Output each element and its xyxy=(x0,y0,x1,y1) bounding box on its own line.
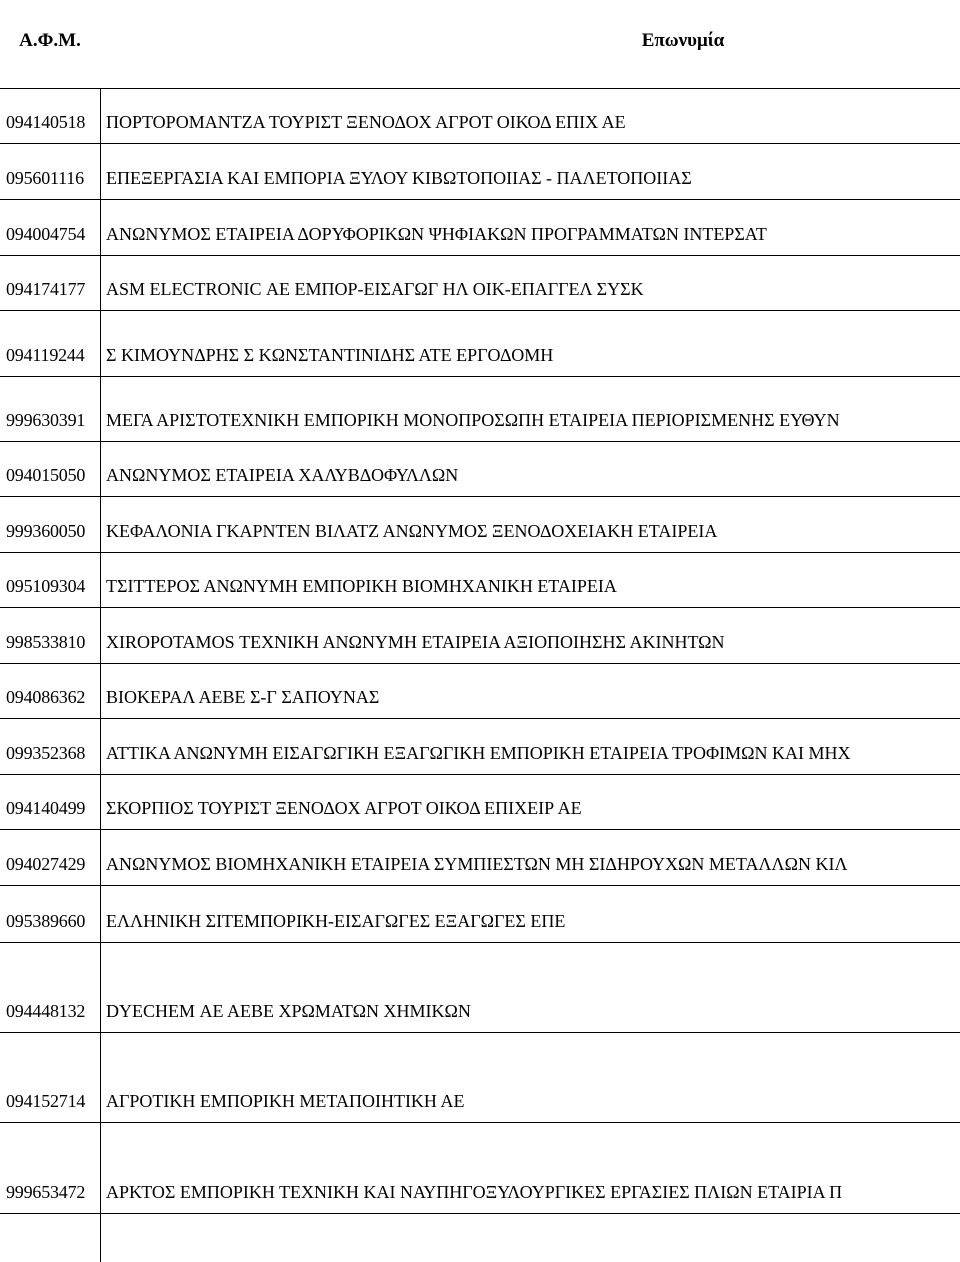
afm-cell: 094119244 xyxy=(6,345,85,365)
afm-cell: 999630391 xyxy=(6,410,86,430)
company-name-cell: ΣΚΟΡΠΙΟΣ ΤΟΥΡΙΣΤ ΞΕΝΟΔΟΧ ΑΓΡΟΤ ΟΙΚΟΔ ΕΠΙΧΕΙΡ ΑΕ xyxy=(106,798,582,818)
afm-cell: 094140499 xyxy=(6,798,86,818)
afm-cell: 094448132 xyxy=(6,1001,86,1021)
company-name-cell: XIROPOTAMOS ΤΕΧΝΙΚΗ ΑΝΩΝΥΜΗ ΕΤΑΙΡΕΙΑ ΑΞΙΟΠΟΙΗΣΗΣ ΑΚΙΝΗΤΩΝ xyxy=(106,632,725,652)
afm-cell: 094174177 xyxy=(6,279,86,299)
afm-cell: 095109304 xyxy=(6,576,86,596)
afm-cell: 094140518 xyxy=(6,112,86,132)
afm-cell: 998533810 xyxy=(6,632,86,652)
table-row xyxy=(0,88,960,144)
afm-cell: 094015050 xyxy=(6,465,86,485)
company-name-cell: ΠΟΡΤΟΡΟΜΑΝΤΖΑ ΤΟΥΡΙΣΤ ΞΕΝΟΔΟΧ ΑΓΡΟΤ ΟΙΚΟΔ ΕΠΙΧ ΑΕ xyxy=(106,112,626,132)
table-row xyxy=(0,719,960,775)
table-row xyxy=(0,311,960,377)
table-row xyxy=(0,886,960,943)
name-column-header: Επωνυμία xyxy=(641,30,725,51)
company-name-cell: ΑΓΡΟΤΙΚΗ ΕΜΠΟΡΙΚΗ ΜΕΤΑΠΟΙΗΤΙΚΗ ΑΕ xyxy=(106,1091,465,1111)
company-name-cell: ΑΡΚΤΟΣ ΕΜΠΟΡΙΚΗ ΤΕΧΝΙΚΗ ΚΑΙ ΝΑΥΠΗΓΟΞΥΛΟΥΡΓΙΚΕΣ ΕΡΓΑΣΙΕΣ ΠΛΙΩΝ ΕΤΑΙΡΙΑ Π xyxy=(106,1182,843,1202)
afm-cell: 094027429 xyxy=(6,854,86,874)
afm-column-header: Α.Φ.Μ. xyxy=(19,30,81,51)
table-row xyxy=(0,775,960,830)
company-name-cell: ΑΝΩΝΥΜΟΣ ΕΤΑΙΡΕΙΑ ΔΟΡΥΦΟΡΙΚΩΝ ΨΗΦΙΑΚΩΝ ΠΡΟΓΡΑΜΜΑΤΩΝ ΙΝΤΕΡΣΑΤ xyxy=(106,224,767,244)
company-name-cell: DYECHEM ΑΕ ΑΕΒΕ ΧΡΩΜΑΤΩΝ ΧΗΜΙΚΩΝ xyxy=(106,1001,471,1021)
company-name-cell: ΑΤΤΙΚΑ ΑΝΩΝΥΜΗ ΕΙΣΑΓΩΓΙΚΗ ΕΞΑΓΩΓΙΚΗ ΕΜΠΟΡΙΚΗ ΕΤΑΙΡΕΙΑ ΤΡΟΦΙΜΩΝ ΚΑΙ ΜΗΧ xyxy=(106,743,851,763)
afm-cell: 095601116 xyxy=(6,168,84,188)
table-row xyxy=(0,608,960,664)
table-row xyxy=(0,497,960,553)
company-name-cell: ΕΛΛΗΝΙΚΗ ΣΙΤΕΜΠΟΡΙΚΗ-ΕΙΣΑΓΩΓΕΣ ΕΞΑΓΩΓΕΣ ΕΠΕ xyxy=(106,911,566,931)
table-row xyxy=(0,1033,960,1123)
company-name-cell: Σ ΚΙΜΟΥΝΔΡΗΣ Σ ΚΩΝΣΤΑΝΤΙΝΙΔΗΣ ΑΤΕ ΕΡΓΟΔΟΜΗ xyxy=(106,345,554,365)
company-name-cell: ΜΕΓΑ ΑΡΙΣΤΟΤΕΧΝΙΚΗ ΕΜΠΟΡΙΚΗ ΜΟΝΟΠΡΟΣΩΠΗ ΕΤΑΙΡΕΙΑ ΠΕΡΙΟΡΙΣΜΕΝΗΣ ΕΥΘΥΝ xyxy=(106,410,840,430)
afm-cell: 094152714 xyxy=(6,1091,86,1111)
table-row xyxy=(0,1123,960,1214)
afm-cell: 999653472 xyxy=(6,1182,86,1202)
afm-cell: 094004754 xyxy=(6,224,86,244)
company-name-cell: ΤΣΙΤΤΕΡΟΣ ΑΝΩΝΥΜΗ ΕΜΠΟΡΙΚΗ ΒΙΟΜΗΧΑΝΙΚΗ ΕΤΑΙΡΕΙΑ xyxy=(106,576,617,596)
table-row xyxy=(0,442,960,497)
company-name-cell: ΑΝΩΝΥΜΟΣ ΒΙΟΜΗΧΑΝΙΚΗ ΕΤΑΙΡΕΙΑ ΣΥΜΠΙΕΣΤΩΝ ΜΗ ΣΙΔΗΡΟΥΧΩΝ ΜΕΤΑΛΛΩΝ ΚΙΛ xyxy=(106,854,848,874)
table-row xyxy=(0,256,960,311)
company-name-cell: ΚΕΦΑΛΟΝΙΑ ΓΚΑΡΝΤΕΝ ΒΙΛΑΤΖ ΑΝΩΝΥΜΟΣ ΞΕΝΟΔΟΧΕΙΑΚΗ ΕΤΑΙΡΕΙΑ xyxy=(106,521,718,541)
table-body xyxy=(0,88,960,1214)
table-row xyxy=(0,377,960,442)
afm-cell: 099352368 xyxy=(6,743,86,763)
company-name-cell: ΒΙΟΚΕΡΑΛ ΑΕΒΕ Σ-Γ ΣΑΠΟΥΝΑΣ xyxy=(106,687,380,707)
table-row xyxy=(0,943,960,1033)
table-row xyxy=(0,664,960,719)
table-row xyxy=(0,553,960,608)
table-row xyxy=(0,830,960,886)
company-name-cell: ΑΝΩΝΥΜΟΣ ΕΤΑΙΡΕΙΑ ΧΑΛΥΒΔΟΦΥΛΛΩΝ xyxy=(106,465,459,485)
table-header xyxy=(0,0,960,89)
company-name-cell: ASM ELECTRONIC ΑΕ ΕΜΠΟΡ-ΕΙΣΑΓΩΓ ΗΛ ΟΙΚ-ΕΠΑΓΓΕΛ ΣΥΣΚ xyxy=(106,279,644,299)
table-row xyxy=(0,144,960,200)
afm-cell: 095389660 xyxy=(6,911,86,931)
company-name-cell: ΕΠΕΞΕΡΓΑΣΙΑ ΚΑΙ ΕΜΠΟΡΙΑ ΞΥΛΟΥ ΚΙΒΩΤΟΠΟΙΙΑΣ - ΠΑΛΕΤΟΠΟΙΙΑΣ xyxy=(106,168,692,188)
afm-cell: 094086362 xyxy=(6,687,86,707)
table-row xyxy=(0,200,960,256)
afm-cell: 999360050 xyxy=(6,521,86,541)
